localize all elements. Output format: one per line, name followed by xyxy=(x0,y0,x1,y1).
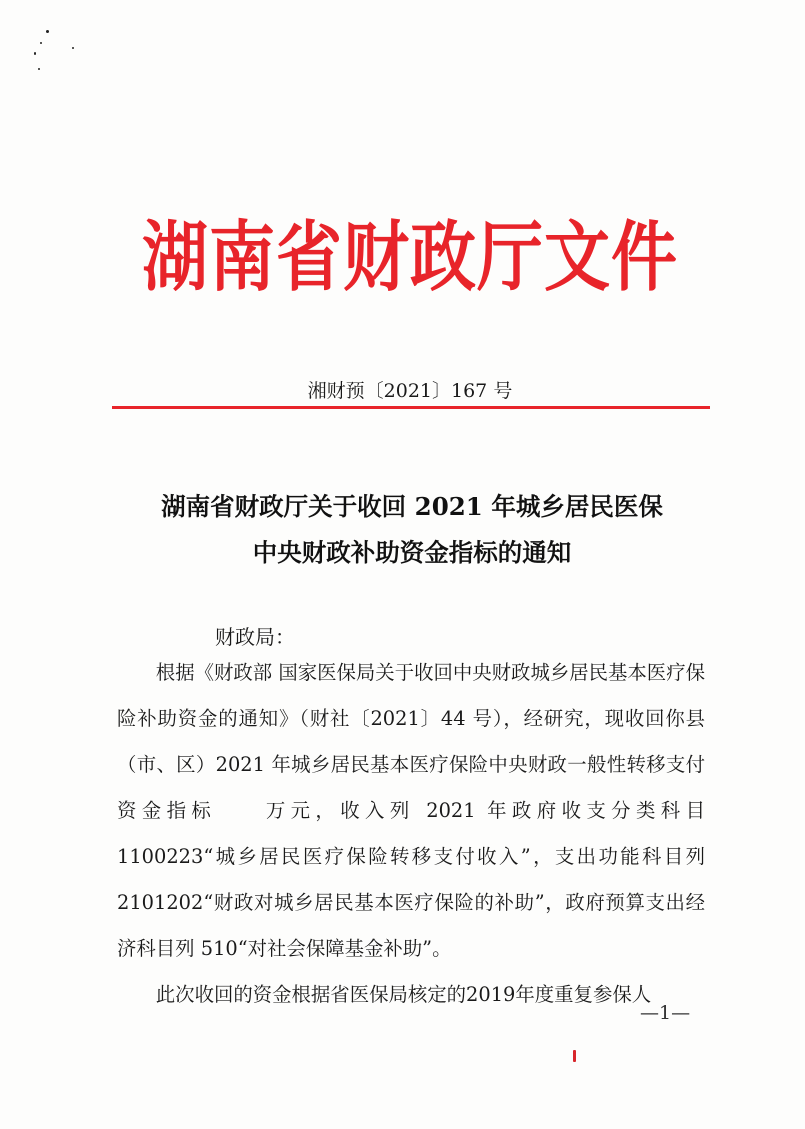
body-paragraph-2: 此次收回的资金根据省医保局核定的2019年度重复参保人 xyxy=(155,983,652,1006)
scan-speck xyxy=(38,68,40,70)
red-ink-mark xyxy=(573,1050,576,1062)
scan-speck xyxy=(72,47,74,49)
page-number: —1— xyxy=(640,1002,691,1024)
notice-title-line-1: 湖南省财政厅关于收回 2021 年城乡居民医保 xyxy=(161,492,663,521)
salutation: 财政局： xyxy=(215,625,295,649)
body-text xyxy=(117,650,705,1018)
header-red-divider xyxy=(112,406,710,409)
document-number: 湘财预〔2021〕167 号 xyxy=(307,380,513,402)
body-paragraph-1: 根据《财政部 国家医保局关于收回中央财政城乡居民基本医疗保险补助资金的通知》（财社〔2021〕44 号），经研究，现收回你县（市、区）2021 年城乡居民基本医疗保险中央财政一般性转移支付资金指标 万元，收入列 2021 年政府收支分类科目 1100223“城乡居民医疗保险转移支付收入”，支出功能科目列 2101202“财政对城乡居民基本医疗保险的补助”，政府预算支出经济科目列 510“对社会保障基金补助”。 xyxy=(117,661,705,960)
scan-speck xyxy=(34,52,36,55)
document-header-title: 湖南省财政厅文件 xyxy=(142,213,678,302)
scan-speck xyxy=(40,42,42,44)
notice-title-line-2: 中央财政补助资金指标的通知 xyxy=(252,538,572,567)
scan-speck xyxy=(46,30,49,33)
notice-title xyxy=(92,484,732,576)
